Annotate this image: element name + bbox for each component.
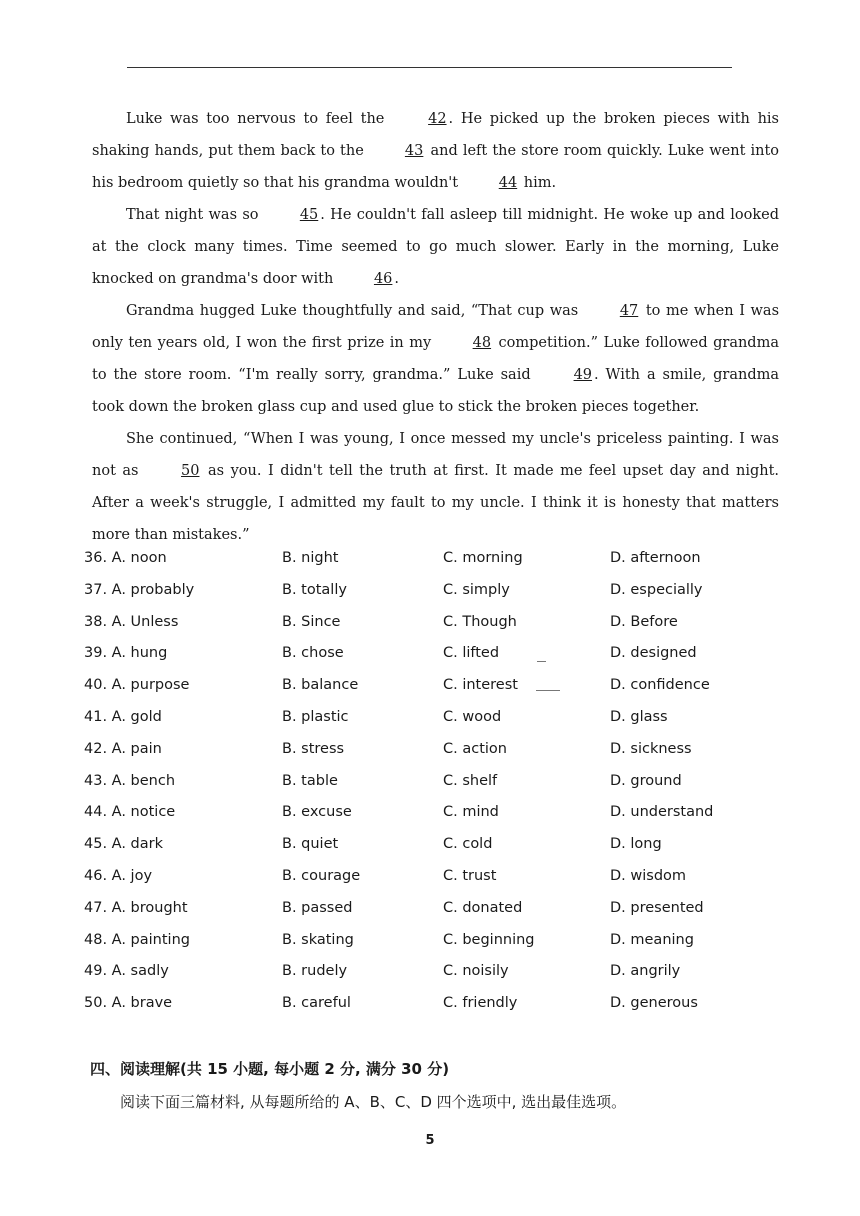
text-span: . He picked up the broken pieces with his shaking hands, put them back to the (92, 111, 780, 159)
option-b: B. excuse (282, 804, 352, 821)
text-span: . With a smile, grandma took down the broken glass cup and used glue to stick the broken pieces together. (92, 367, 779, 415)
option-d: D. angrily (610, 963, 681, 980)
option-b: B. table (282, 772, 338, 789)
text-span: She continued, “When I was young, I once messed my uncle's priceless painting. I was not as (92, 431, 779, 479)
option-a: 36. A. noon (84, 550, 167, 566)
option-row (80, 543, 780, 575)
paragraph-1 (92, 103, 779, 199)
option-c: C. action (443, 740, 507, 757)
option-c: C. mind (443, 804, 499, 821)
option-b: B. quiet (282, 836, 339, 853)
option-row (80, 702, 780, 734)
option-a: 42. A. pain (84, 740, 162, 757)
blank-50: 50 (181, 463, 200, 479)
option-a: 39. A. hung (84, 645, 168, 662)
option-c: C. simply (443, 581, 510, 598)
option-b: B. rudely (282, 963, 348, 980)
option-c: C. beginning (443, 931, 535, 948)
option-row (80, 829, 780, 861)
option-d: D. long (610, 836, 662, 853)
option-d: D. meaning (610, 931, 694, 948)
option-c: C. wood (443, 708, 502, 725)
text-span: as you. I didn't tell the truth at first. It made me feel upset day and night. After a week's struggle, I admitted my fault to my uncle. I think it is honesty that matters more than mistakes.” (92, 463, 780, 543)
option-d: D. presented (610, 899, 704, 916)
text-span: . He couldn't fall asleep till midnight. He woke up and looked at the clock many times. Time seemed to go much slower. Early in the morning, Luke knocked on grandma's door with (92, 207, 780, 287)
option-a: 43. A. bench (84, 772, 176, 789)
option-c: C. lifted (443, 645, 500, 662)
option-d: D. understand (610, 804, 714, 821)
option-c: C. shelf (443, 772, 498, 789)
blank-48: 48 (472, 335, 492, 351)
option-d: D. wisdom (610, 867, 687, 884)
option-b: B. chose (282, 645, 344, 662)
option-c: C. noisily (443, 963, 509, 980)
text-span: him. (523, 175, 557, 191)
option-c: C. morning (443, 550, 523, 566)
option-c: C. Though (443, 613, 517, 630)
option-a: 38. A. Unless (84, 613, 179, 630)
header-rule (127, 67, 732, 68)
blank-47: 47 (619, 303, 639, 319)
option-a: 37. A. probably (84, 581, 195, 598)
option-a: 50. A. brave (84, 995, 173, 1012)
option-a: 45. A. dark (84, 836, 163, 853)
blank-43: 43 (404, 143, 424, 159)
blank-46: 46 (373, 271, 393, 287)
paragraph-4 (92, 423, 779, 551)
option-d: D. sickness (610, 740, 692, 757)
option-row (80, 638, 780, 670)
text-span: . (394, 271, 399, 287)
paragraph-2 (92, 199, 779, 295)
option-a: 48. A. painting (84, 931, 190, 948)
option-b: B. skating (282, 931, 354, 948)
option-d: D. Before (610, 613, 678, 630)
option-row (80, 797, 780, 829)
option-b: B. plastic (282, 708, 349, 725)
option-c: C. interest (443, 677, 518, 694)
paragraph-3 (92, 295, 779, 423)
option-row (80, 575, 780, 607)
option-c: C. donated (443, 899, 523, 916)
option-b: B. Since (282, 613, 341, 630)
option-row (80, 734, 780, 766)
option-d: D. generous (610, 995, 698, 1012)
option-row (80, 925, 780, 957)
option-a: 46. A. joy (84, 867, 153, 884)
option-d: D. designed (610, 645, 697, 662)
blank-42: 42 (428, 111, 447, 127)
option-b: B. stress (282, 740, 345, 757)
option-b: B. balance (282, 677, 359, 694)
option-row (80, 607, 780, 639)
page-number: 5 (425, 1133, 435, 1148)
text-span: competition.” Luke followed grandma to the store room. “I'm really sorry, grandma.” Luke said (92, 335, 779, 383)
option-d: D. confidence (610, 677, 710, 694)
blank-49: 49 (573, 367, 593, 383)
option-c: C. cold (443, 836, 493, 853)
blank-45: 45 (299, 207, 319, 223)
text-span: Grandma hugged Luke thoughtfully and said, “That cup was (126, 303, 579, 319)
section-instruction: 阅读下面三篇材料, 从每题所给的 A、B、C、D 四个选项中, 选出最佳选项。 (120, 1093, 627, 1111)
option-d: D. glass (610, 708, 668, 725)
text-span: to me when I was only ten years old, I won the first prize in my (92, 303, 780, 351)
option-d: D. especially (610, 581, 703, 598)
option-c: C. friendly (443, 995, 518, 1012)
option-row (80, 861, 780, 893)
option-row (80, 893, 780, 925)
option-row (80, 670, 780, 702)
option-b: B. totally (282, 581, 347, 598)
section-title: 四、阅读理解(共 15 小题, 每小题 2 分, 满分 30 分) (90, 1060, 450, 1078)
option-row (80, 766, 780, 798)
option-a: 41. A. gold (84, 708, 162, 725)
option-b: B. careful (282, 995, 351, 1012)
option-a: 40. A. purpose (84, 677, 190, 694)
pen-mark (537, 661, 546, 662)
text-span: That night was so (126, 207, 259, 223)
option-c: C. trust (443, 867, 497, 884)
option-b: B. courage (282, 867, 361, 884)
option-b: B. passed (282, 899, 353, 916)
text-span: and left the store room quickly. Luke went into his bedroom quietly so that his grandma wouldn't (92, 143, 780, 191)
option-row (80, 988, 780, 1020)
blank-44: 44 (498, 175, 518, 191)
text-span: Luke was too nervous to feel the (126, 111, 385, 127)
option-a: 49. A. sadly (84, 963, 169, 980)
option-d: D. ground (610, 772, 682, 789)
pen-mark (536, 690, 560, 691)
option-a: 47. A. brought (84, 899, 188, 916)
option-row (80, 956, 780, 988)
answer-options (80, 543, 780, 1020)
option-d: D. afternoon (610, 550, 701, 566)
cloze-passage (92, 103, 779, 551)
option-a: 44. A. notice (84, 804, 176, 821)
option-b: B. night (282, 550, 339, 566)
